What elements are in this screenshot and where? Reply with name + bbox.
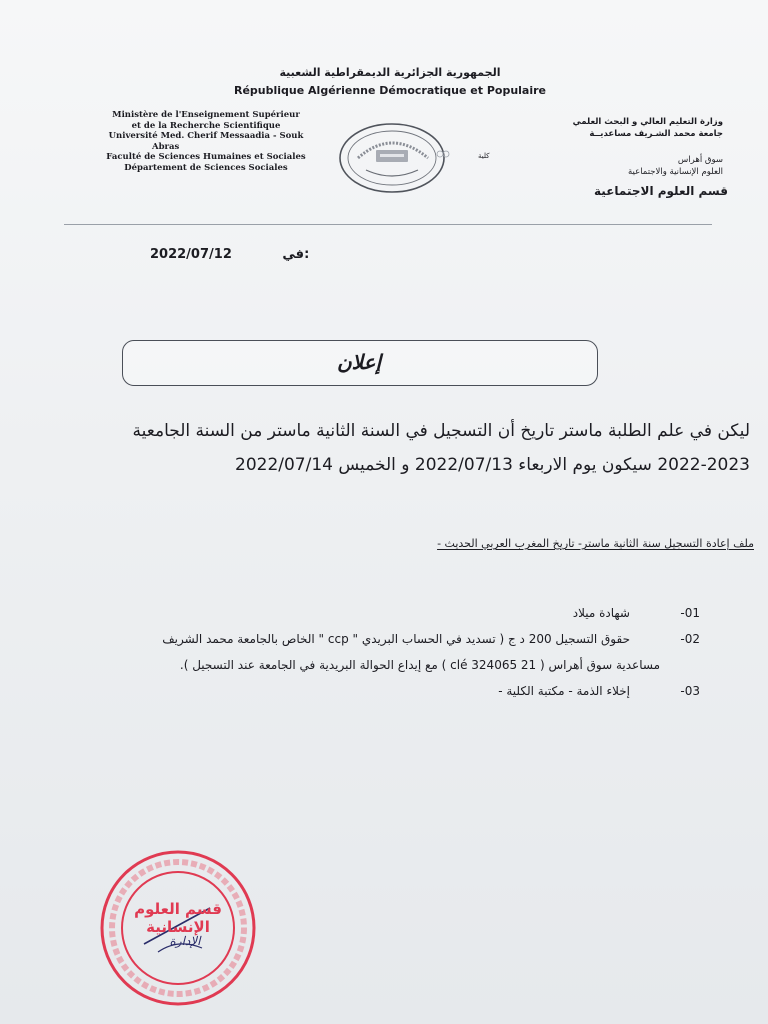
item-text: إخلاء الذمة - مكتبة الكلية -: [498, 684, 630, 698]
announcement-title: إعلان: [336, 350, 382, 374]
requirements-list: [40, 600, 700, 704]
body-line: ليكن في علم الطلبة ماستر تاريخ أن التسجيل في السنة الثانية ماستر من السنة الجامعية: [132, 421, 750, 441]
stamp-center-text: قسم العلوم الإنسانية: [134, 900, 222, 936]
item-text-continued: مساعدية سوق أهراس ( 21 clé 324065 ) مع إيداع الحوالة البريدية في الجامعة عند التسجيل ).: [179, 658, 660, 672]
arabic-line: وزارة التعليم العالي و البحث العلمي: [572, 117, 723, 127]
date-value: 2022/07/12: [150, 247, 232, 262]
arabic-line: العلوم الإنسانية والاجتماعية: [628, 167, 723, 177]
french-line: Faculté de Sciences Humaines et Sociales: [106, 152, 306, 162]
list-item: [40, 600, 700, 626]
list-item: [40, 626, 700, 678]
item-text: حقوق التسجيل 200 د ج ( تسديد في الحساب البريدي " ccp " الخاص بالجامعة محمد الشريف: [162, 632, 630, 646]
item-number: 02-: [680, 632, 700, 646]
date-label: في:: [282, 247, 310, 262]
arabic-line: جامعة محمد الشـريف مساعديــة: [589, 129, 723, 139]
french-line: Université Med. Cherif Messaadia - Souk: [108, 131, 304, 141]
french-line: et de la Recherche Scientifique: [131, 120, 281, 131]
file-title: ملف إعادة التسجيل سنة الثانية ماستر- تاريخ المغرب العربي الحديث -: [437, 537, 754, 550]
university-logo-icon: [336, 118, 454, 196]
stamp-signature-text: الإدارة: [169, 934, 201, 948]
item-text: شهادة ميلاد: [572, 606, 630, 620]
republic-french: République Algérienne Démocratique et Populaire: [234, 84, 546, 97]
document-date: [150, 247, 309, 262]
french-institution-block: [96, 110, 316, 173]
republic-arabic: الجمهورية الجزائرية الديمقراطية الشعبية: [279, 66, 501, 79]
french-line: Département de Sciences Sociales: [124, 162, 288, 173]
header-divider: [64, 224, 712, 225]
french-line: Ministère de l'Enseignement Supérieur: [112, 110, 300, 120]
arabic-line: سوق أهراس: [677, 155, 723, 165]
department-arabic: قسم العلوم الاجتماعية: [594, 184, 728, 198]
list-item: [40, 678, 700, 704]
item-number: 03-: [680, 684, 700, 698]
french-line: Abras: [152, 141, 180, 152]
arabic-ministry-block: [533, 116, 723, 140]
arabic-city-block: [533, 154, 723, 178]
body-line: 2022-2023 سيكون يوم الاربعاء 2022/07/13 و الخميس 2022/07/14: [235, 455, 750, 475]
item-number: 01-: [680, 606, 700, 620]
college-label: كلية: [478, 152, 490, 160]
announcement-body: [50, 414, 750, 482]
